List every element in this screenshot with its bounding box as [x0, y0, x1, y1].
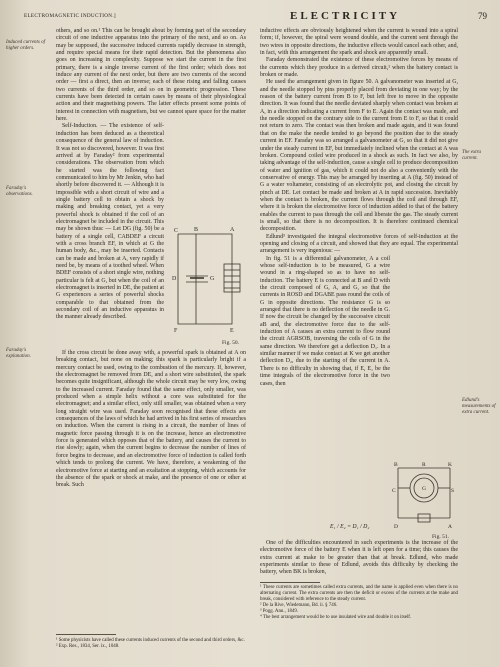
figure-50-circuit-diagram	[166, 220, 246, 338]
margin-note-extra-current: The extra current.	[462, 150, 482, 161]
margin-note-edlund: Edlund's measurements of extra current.	[462, 398, 496, 415]
fig50-label-f: F	[174, 328, 178, 334]
margin-note-induced-currents: Induced currents of higher orders.	[6, 40, 45, 51]
left-footnotes	[56, 638, 246, 650]
figure-50-caption: Fig. 50.	[222, 340, 239, 346]
fig51-label-g: G	[422, 486, 426, 492]
fig50-label-e: E	[230, 328, 234, 334]
paragraph: Faraday demonstrated the existence of these electromotive forces by means of the currents which they produce in a derived circuit,¹ when the battery contact is broken or made.	[260, 57, 458, 79]
fig51-label-c: C	[392, 488, 396, 494]
page-number: 79	[478, 11, 487, 21]
footnote-rule-right	[260, 582, 320, 583]
fig51-label-d: D	[394, 524, 398, 530]
footnote: ¹ Some physicists have called these currents induced currents of the second and third orders, &c.	[56, 638, 245, 643]
paragraph: others, and so on.¹ This can be brought about by forming part of the secondary circuit of one inductive apparatus into the primary of the next, and so on. As may be supposed, the successive induced currents rapidly decrease in strength, and require special means for their rapid detection. But the phenomena also goes on increasing in complexity. Suppose we start the current in the first primary, there is a single inverse current of the first order; which does not induce any current of the next order, but there are two currents of the second order — first a direct, then an inverse; each of these rising and falling causes two currents of the third order, and so on in geometric progression. These currents have been detected in certain cases by means of their physiological action and their magnetising powers. The latter effects present some points of interest in connection with magnetism, but we cannot spare space for the matter here.	[56, 28, 246, 123]
equation: E₁ / E₂ = D₁ / D₂	[330, 524, 370, 530]
paragraph: inductive effects are obviously heightened when the current is wound into a spiral form; if, however, the spiral were wound double, and the current sent through the two wires in opposite directions, the inductive effects would cancel each other, and, in fact, with this arrangement the spark and shock are apparently small.	[260, 28, 458, 57]
paragraph: Edlund³ investigated the integral electromotive forces of self-induction at the opening and closing of a circuit, and showed that they are equal. The experimental arrangement is very ingenious: —	[260, 233, 458, 255]
paragraph: One of the difficulties encountered in such experiments is the increase of the electromotive force of the battery E when it is left open for a time; this causes the extra current at make to be greater than that at break. Edlund, who made experiments similar to these of Edlund, avoids this difficulty by checking the battery, when BK is broken,	[260, 540, 458, 576]
fig50-label-g: G	[210, 276, 215, 282]
running-head: ELECTROMAGNETIC INDUCTION.]	[24, 13, 116, 19]
paragraph: If the cross circuit be done away with, a powerful spark is obtained at A on breaking contact, but none on making; this spark is particularly bright if a mercury contact be used, owing to the combustion of the mercury. If, however, the electromagnet be removed from DE, and a short wire substituted, the spark becomes quite insignificant, although the whole circuit may be very low, owing to the increased current. Faraday found that the same effect, only smaller, was produced when a simple helix without a core was substituted for the electromagnet; and a similar effect, only still smaller, was obtained when a very long straight wire was used. Faraday soon recognised that these effects are consequences of the laws of which he had arrived in his first series of researches on induction. When the current is rising in a circuit, the number of lines of magnetic force passing through it is on the increase, hence an electromotive force is generated which opposes that of the battery, and causes the current to rise slowly; again, when the current begins to decrease the number of lines of force begins to decrease, and an electromotive force of induction is called forth which tends to prolong the current. We have, therefore, a weakening of the electromotive force at starting and an exaltation at stopping, which accounts for the absence of the spark or shock at make, and the presence of one or other at break. Such	[56, 350, 246, 489]
margin-note-faraday-explanation: Faraday's explanation.	[6, 348, 31, 359]
figure-51-caption: Fig. 51.	[432, 534, 449, 540]
footnote: ² De la Rive, Wiedemann, Bd. ii. § 746.	[260, 603, 338, 608]
fig51-label-r: R	[422, 462, 426, 468]
footnote: ³ Pogg. Ann., 1849.	[260, 609, 299, 614]
footnote: ⁴ The best arrangement would be to use insulated wire and double it on itself.	[260, 615, 412, 620]
fig50-label-d: D	[172, 276, 177, 282]
fig50-label-c: C	[174, 228, 179, 234]
fig51-label-a: A	[448, 524, 452, 530]
fig50-label-a: A	[230, 227, 235, 233]
page-title: ELECTRICITY	[290, 10, 401, 22]
paragraph: In fig. 51 is a differential galvanometer, A a coil whose self-induction is to be measured, G a wire wound in a ring-shaped so as to have no self-induction. The battery E is connected at B and D with the circuit composed of G, A, and G, so that the currents in ROSD and DGABE pass round the coils of G in opposite directions. The resistance G is so arranged that there is no deflection of the needle in G. If now the circuit be changed by the successive circuit aB and, the electromotive force due to the self-induction of A causes an extra current to flow round the circuit AGRSOB, traversing the coils of G in the same direction. We therefore get a deflection D₁. In a similar manner if we make contact at K we get another deflection D₂, due to the starting of the current in A. There is no difficulty in showing that, if E, E₁ be the time integrals of the electromotive force in the two cases, then	[260, 255, 390, 387]
page-header	[0, 10, 500, 24]
footnote: ² Exp. Res., 1834, Ser. ix., 1048.	[56, 644, 120, 649]
right-column-continued	[260, 540, 458, 577]
margin-note-faraday-observations: Faraday's observations.	[6, 186, 33, 197]
figure-51-galvanometer-diagram	[392, 458, 456, 532]
footnote-rule-left	[56, 634, 116, 635]
right-column	[260, 28, 458, 388]
fig51-label-k: K	[448, 462, 452, 468]
right-footnotes	[260, 585, 458, 621]
left-column-continued	[56, 350, 246, 490]
fig51-label-s: S	[451, 488, 455, 494]
footnote: ¹ These currents are sometimes called extra currents, and the name is applied even when there is no alternating current. The extra currents are then the deficit or excess of the currents at the make and break, considered with reference to the steady current.	[260, 585, 458, 602]
fig50-label-b: B	[194, 227, 199, 233]
paragraph: Self-Induction. — The existence of self-induction has been deduced as a theoretical consequence of the general law of induction. It was not so discovered, however. It was first arrived at by Faraday² from experimental considerations. The observation from which he started was the following fact communicated to him by Mr Jenkin, who had shortly before discovered it. — Although it is impossible with a short circuit of wire and a single battery cell to obtain a shock by making and breaking contact, yet a very powerful shock is obtained if the coil of an electromagnet be included in the circuit. This may be shown thus: — Let DG (fig. 50) be a battery of a single cell, CABDEF a circuit with a cross branch EF, in which at G the human body, &c., may be inserted. Contacts can be made and broken at A, very rapidly if need be, by means of a toothed wheel. When BDEF consists of a short single wire, nothing particular is felt at G, but when the coil of an electromagnet is inserted in DE, the patient at G experiences a series of powerful shocks comparable to that obtained from the secondary coil of an inductive apparatus in the manner already described.	[56, 123, 164, 321]
paragraph: He used the arrangement given in figure 50. A galvanometer was inserted at G, and the needle stopped by pins properly placed from deviating in one way; by the reason of the battery current from B to F, but left free to move in the opposite direction. It was found that the needle deviated sharply when contact was broken at A, in a direction indicating a current from F to E. Again the contact was made, and the needle stopped on the contrary side to the current from E to F, so that it could not return to zero. The contact was then broken and made again, and it was found that on the make the needle tended to go beyond the position due to the steady current in EF. Faraday was so arranged a galvanometer at G, so that it did not give under the steady current in EF, but immediately inclined when the contact at A was broken. Compound coiled wire produced in a shock as such. In fact we also, by taking advantage of the self-induction, cause a single cell to produce decomposition of water and ignition of gas, which it could not do also a conveniently with the conservative of energy. This may be arranged by inserting at A (fig. 50) instead of G a water voltameter, consisting of an electrolytic pot, and closing the circuit by pinch at DE. Let contact be made and broken at A in rapid succession. Inevitably when the contact is broken, the current flows through the coil and through EF, where it is broken the electromotive force of induction added to that of the battery enables the current to pass through the cell and liberate the gas. The steady current is small, so that there is no decomposition. It is therefore continued chemical decomposition.	[260, 79, 458, 233]
fig51-label-b: B	[394, 462, 398, 468]
